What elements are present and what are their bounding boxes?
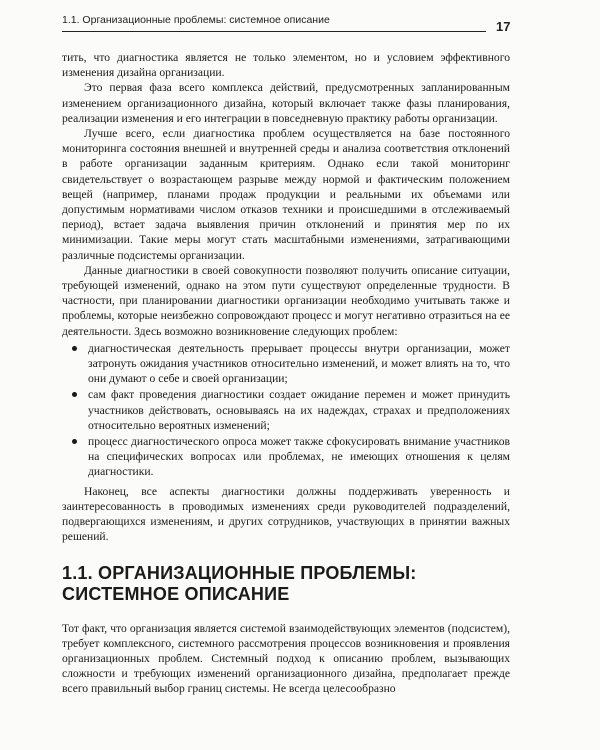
body-text	[62, 50, 510, 697]
header-rule	[62, 31, 486, 32]
running-header: 1.1. Организационные проблемы: системное описание	[62, 14, 330, 26]
bullet-dot-icon	[72, 439, 77, 444]
paragraph: Данные диагностики в своей совокупности позволяют получить описание ситуации, требующей изменений, однако на этом пути существуют определенные трудности. В частности, при планировании диагностики организации необходимо учитывать также и проблемы, которые неизбежно сопровождают процесс и могут негативно отразиться на ее деятельности. Здесь возможно возникновение следующих проблем:	[62, 263, 510, 338]
list-item	[88, 387, 510, 433]
list-item	[88, 434, 510, 480]
section-paragraph: Тот факт, что организация является системой взаимодействующих элементов (подсистем), требует комплексного, системного рассмотрения процессов возникновения и проявления организационных проблем. Системный подход к описанию проблем, вызывающих сложности и требующих изменений организационного дизайна, предполагает прежде всего правильный выбор границ системы. Не всегда целесообразно	[62, 621, 510, 696]
bullet-dot-icon	[72, 392, 77, 397]
paragraph: Лучше всего, если диагностика проблем осуществляется на базе постоянного мониторинга состояния внешней и внутренней среды и анализа соответствия отклонений в работе организации заданным критериям. Однако если такой мониторинг свидетельствует о возрастающем разрыве между нормой и фактическим положением вещей (например, планами продаж продукции и реальными их объемами или допустимым нормативами числом отказов техники и происшедшими в отслеживаемый период), встает задача выявления причин отклонений и принятия мер по их минимизации. Такие меры могут стать масштабными изменениями, затрагивающими различные подсистемы организации.	[62, 127, 510, 262]
paragraph: Это первая фаза всего комплекса действий, предусмотренных запланированным изменением организационного дизайна, который включает также фазы планирования, реализации изменения и его интеграции в повседневную практику работы организации.	[62, 81, 510, 125]
paragraph: Наконец, все аспекты диагностики должны поддерживать уверенность и заинтересованность в проводимых изменениях среди руководителей подразделений, подвергающихся изменениям, и других сотрудников, участвующих в принятии важных решений.	[62, 484, 510, 544]
section-heading-line: 1.1. ОРГАНИЗАЦИОННЫЕ ПРОБЛЕМЫ:	[62, 562, 417, 583]
page-number: 17	[496, 19, 511, 34]
paragraph-continuation: тить, что диагностика является не только элементом, но и условием эффективного изменения дизайна организации.	[62, 51, 510, 80]
list-item-text: диагностическая деятельность прерывает процессы внутри организации, может затронуть ожидания участников относительно изменений, и может влиять на то, что они думают о себе и своей организации;	[88, 341, 510, 386]
bullet-dot-icon	[72, 346, 77, 351]
section-heading-line: СИСТЕМНОЕ ОПИСАНИЕ	[62, 583, 290, 604]
list-item-text: сам факт проведения диагностики создает ожидание перемен и может принудить участников действовать, основываясь на их надеждах, страхах и предположениях относительно вероятных изменений;	[88, 388, 510, 432]
section-heading	[62, 563, 510, 605]
list-item	[88, 341, 510, 387]
list-item-text: процесс диагностического опроса может также сфокусировать внимание участников на специфических вопросах или проблемах, не имеющих отношения к целям диагностики.	[88, 435, 510, 479]
problem-list	[62, 341, 510, 480]
